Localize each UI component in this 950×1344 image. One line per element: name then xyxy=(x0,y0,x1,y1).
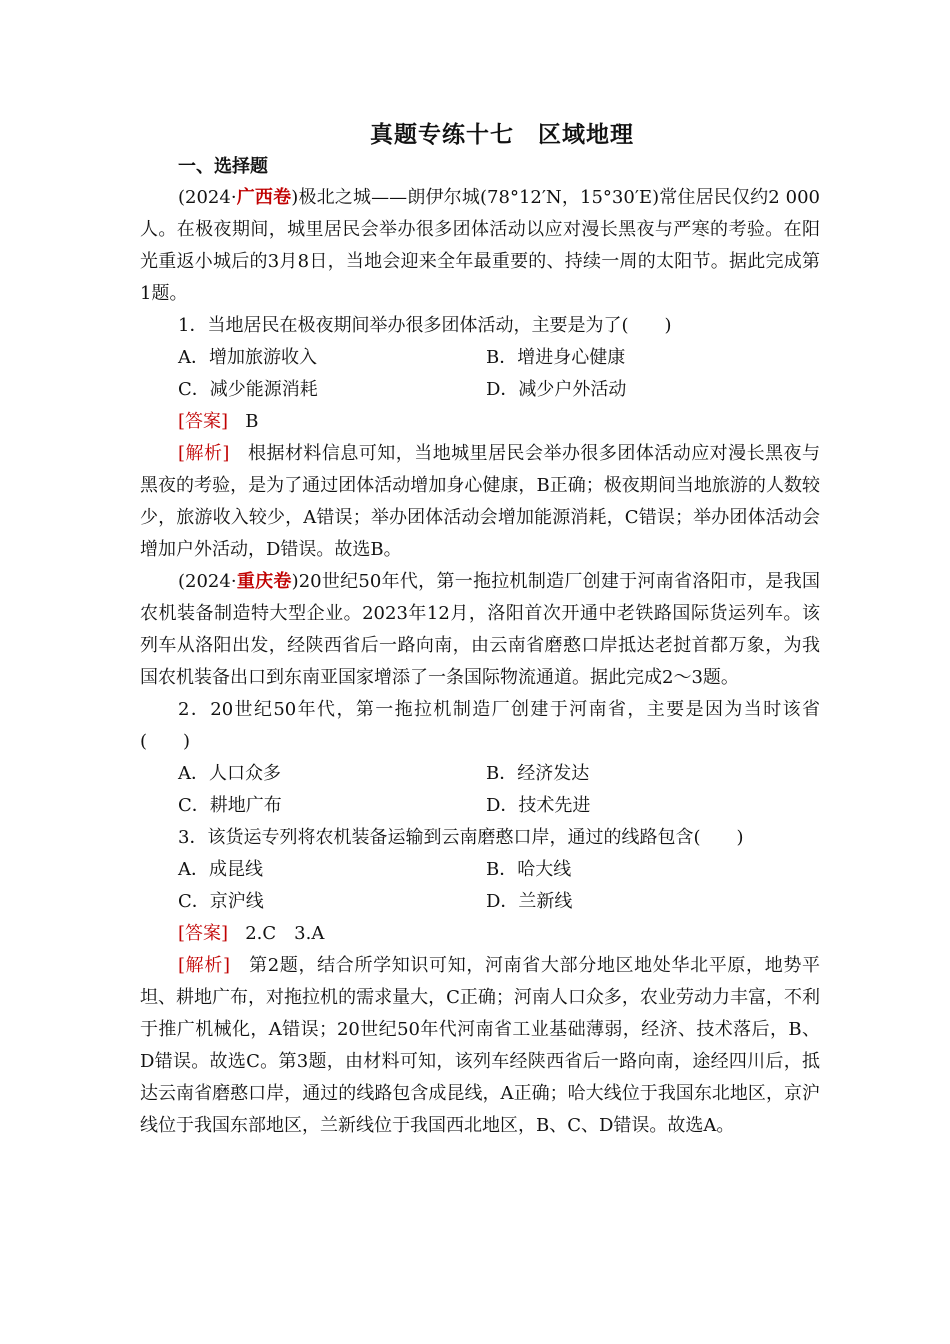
answer-2-3 xyxy=(140,918,820,950)
page-title: 真题专练十七 区域地理 xyxy=(370,121,634,148)
explanation-1 xyxy=(140,438,820,566)
question-2-options-row-2 xyxy=(140,790,820,822)
question-3-options-row-1 xyxy=(140,854,820,886)
question-1-options-row-1 xyxy=(140,342,820,374)
option-d: D．兰新线 xyxy=(486,891,573,912)
option-c: C．京沪线 xyxy=(178,891,264,912)
option-b: B．增进身心健康 xyxy=(486,347,626,368)
option-d: D．减少户外活动 xyxy=(486,379,627,400)
material-text: )20世纪50年代，第一拖拉机制造厂创建于河南省洛阳市，是我国农机装备制造特大型企业。2023年12月，洛阳首次开通中老铁路国际货运列车。该列车从洛阳出发，经陕西省后一路向南，由云南省磨憨口岸抵达老挝首都万象，为我国农机装备出口到东南亚国家增添了一条国际物流通道。据此完成2～3题。 xyxy=(140,571,820,688)
option-a: A．成昆线 xyxy=(178,859,263,880)
explanation-2-3 xyxy=(140,950,820,1142)
option-a: A．增加旅游收入 xyxy=(178,347,317,368)
question-3-stem: 3．该货运专列将农机装备运输到云南磨憨口岸，通过的线路包含( ) xyxy=(178,827,744,848)
source-name: 广西卷 xyxy=(236,187,292,208)
source-prefix: (2024· xyxy=(178,571,237,592)
source-name: 重庆卷 xyxy=(236,571,292,592)
option-c: C．减少能源消耗 xyxy=(178,379,318,400)
question-2-stem: 2．20世纪50年代，第一拖拉机制造厂创建于河南省，主要是因为当时该省( ) xyxy=(140,699,820,752)
explanation-tag: [解析] xyxy=(178,443,230,464)
explanation-tag: [解析] xyxy=(178,955,230,976)
answer-tag: [答案] xyxy=(178,923,229,944)
answer-tag: [答案] xyxy=(178,411,229,432)
option-c: C．耕地广布 xyxy=(178,795,282,816)
material-paragraph-1 xyxy=(140,182,820,310)
material-text: )极北之城——朗伊尔城(78°12′N，15°30′E)常住居民仅约2 000人。在极夜期间，城里居民会举办很多团体活动以应对漫长黑夜与严寒的考验。在阳光重返小城后的3月8日，当地会迎来全年最重要的、持续一周的太阳节。据此完成第1题。 xyxy=(140,187,821,304)
question-2-options-row-1 xyxy=(140,758,820,790)
answer-value: B xyxy=(245,411,259,432)
question-1-stem: 1．当地居民在极夜期间举办很多团体活动，主要是为了( ) xyxy=(178,315,672,336)
answer-1 xyxy=(140,406,820,438)
explanation-text: 第2题，结合所学知识可知，河南省大部分地区地处华北平原，地势平坦、耕地广布，对拖拉机的需求量大，C正确；河南人口众多，农业劳动力丰富，不利于推广机械化，A错误；20世纪50年代河南省工业基础薄弱，经济、技术落后，B、D错误。故选C。第3题，由材料可知，该列车经陕西省后一路向南，途经四川后，抵达云南省磨憨口岸，通过的线路包含成昆线，A正确；哈大线位于我国东北地区，京沪线位于我国东部地区，兰新线位于我国西北地区，B、C、D错误。故选A。 xyxy=(140,955,820,1136)
answer-value: 2.C 3.A xyxy=(245,923,325,944)
source-prefix: (2024· xyxy=(178,187,237,208)
option-b: B．经济发达 xyxy=(486,763,590,784)
document-page xyxy=(140,118,820,1142)
question-3-options-row-2 xyxy=(140,886,820,918)
option-b: B．哈大线 xyxy=(486,859,572,880)
question-1-options-row-2 xyxy=(140,374,820,406)
section-heading: 一、选择题 xyxy=(178,156,268,177)
material-paragraph-2 xyxy=(140,566,820,694)
option-a: A．人口众多 xyxy=(178,763,281,784)
explanation-text: 根据材料信息可知，当地城里居民会举办很多团体活动应对漫长黑夜与黑夜的考验，是为了通过团体活动增加身心健康，B正确；极夜期间当地旅游的人数较少，旅游收入较少，A错误；举办团体活动会增加能源消耗，C错误；举办团体活动会增加户外活动，D错误。故选B。 xyxy=(140,443,821,560)
option-d: D．技术先进 xyxy=(486,795,591,816)
